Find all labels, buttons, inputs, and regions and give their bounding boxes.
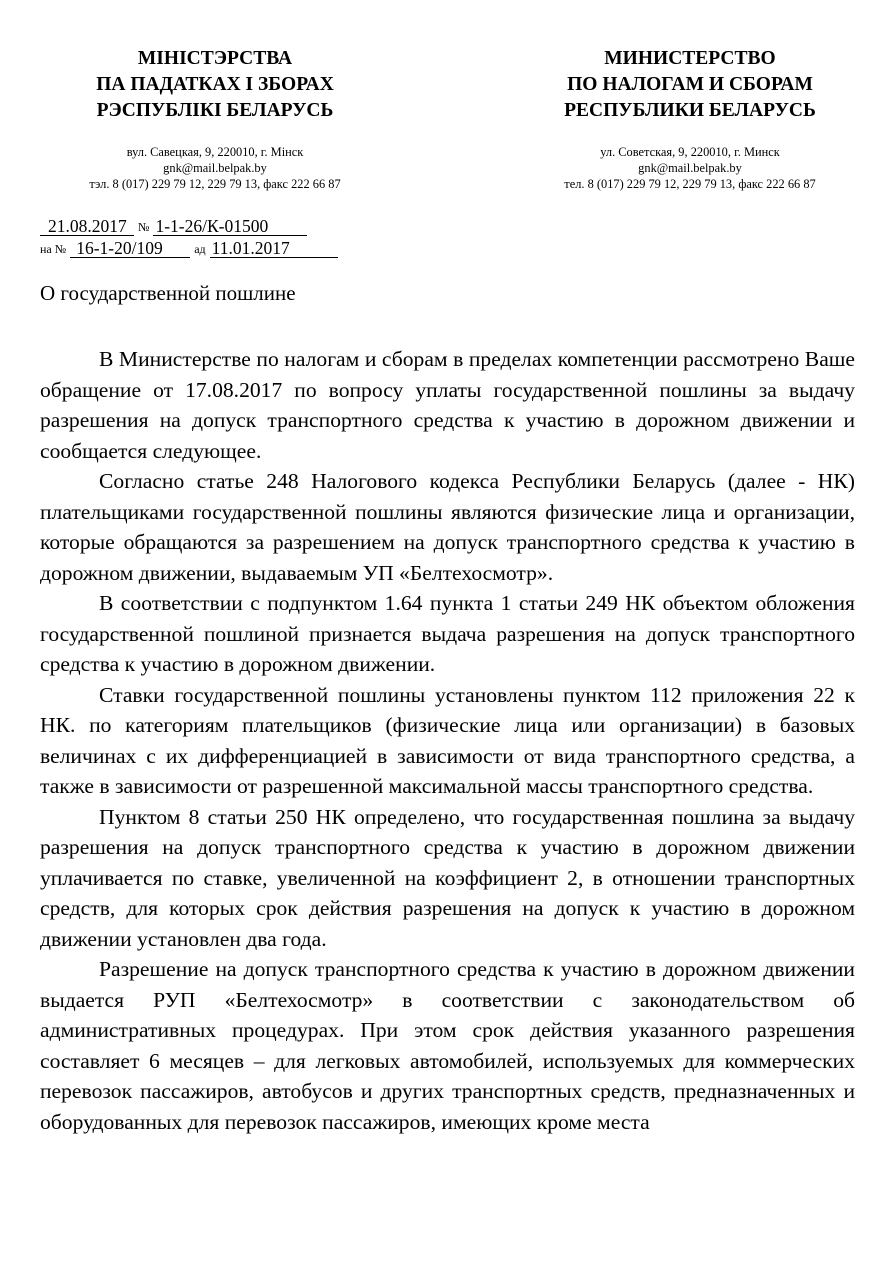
letter-date: 21.08.2017 <box>40 217 134 236</box>
number-label: № <box>138 220 150 234</box>
ministry-name-line: РЭСПУБЛІКІ БЕЛАРУСЬ <box>96 100 334 121</box>
phone-ru: тел. 8 (017) 229 79 12, 229 79 13, факс 222 66 87 <box>564 177 816 191</box>
letterhead <box>0 46 880 196</box>
letterhead-russian <box>505 46 875 192</box>
ministry-name-line: МІНІСТЭРСТВА <box>137 48 293 69</box>
body-paragraph: Разрешение на допуск транспортного средства к участию в дорожном движении выдается РУП «Белтехосмотр» в соответствии с законодательством об административных процедурах. При этом срок действия указанного разрешения составляет 6 месяцев – для легковых автомобилей, используемых для коммерческих перевозок пассажиров, автобусов и других транспортных средств, предназначенных и оборудованных для перевозок пассажиров, имеющих кроме места <box>40 957 855 1134</box>
in-reply-date: 11.01.2017 <box>210 239 338 258</box>
letter-number: 1-1-26/К-01500 <box>153 217 307 236</box>
ministry-name-line: ПО НАЛОГАМ И СБОРАМ <box>567 74 813 95</box>
incoming-reference <box>40 239 440 261</box>
ministry-name-line: МИНИСТЕРСТВО <box>604 48 776 69</box>
body-paragraph: В соответствии с подпунктом 1.64 пункта 1 статьи 249 НК объектом обложения государственной пошлиной признается выдача разрешения на допуск транспортного средства к участию в дорожном движении. <box>40 591 855 676</box>
body-paragraph: Согласно статье 248 Налогового кодекса Республики Беларусь (далее - НК) плательщиками государственной пошлины являются физические лица и организации, которые обращаются за разрешением на допуск транспортного средства к участию в дорожном движении, выдаваемым УП «Белтехосмотр». <box>40 469 855 585</box>
letter-body <box>40 344 855 1137</box>
contacts-ru <box>505 144 875 192</box>
address-ru: ул. Советская, 9, 220010, г. Минск <box>600 145 780 159</box>
letterhead-belarusian <box>40 46 390 192</box>
in-reply-label: на № <box>40 242 67 256</box>
ministry-name-ru <box>505 46 875 124</box>
contacts-by <box>40 144 390 192</box>
in-reply-number: 16-1-20/109 <box>70 239 190 258</box>
reference-block <box>40 217 440 261</box>
ministry-name-by <box>40 46 390 124</box>
letter-subject: О государственной пошлине <box>40 281 296 305</box>
body-paragraph: Пунктом 8 статьи 250 НК определено, что государственная пошлина за выдачу разрешения на допуск транспортного средства к участию в дорожном движении уплачивается по ставке, увеличенной на коэффициент 2, в отношении транспортных средств, для которых срок действия разрешения на допуск к участию в дорожном движении установлен два года. <box>40 804 855 951</box>
phone-by: тэл. 8 (017) 229 79 12, 229 79 13, факс 222 66 87 <box>89 177 341 191</box>
ministry-name-line: ПА ПАДАТКАХ І ЗБОРАХ <box>96 74 334 95</box>
body-paragraph: В Министерстве по налогам и сборам в пределах компетенции рассмотрено Ваше обращение от 17.08.2017 по вопросу уплаты государственной пошлины за выдачу разрешения на допуск транспортного средства к участию в дорожном движении и сообщается следующее. <box>40 347 855 463</box>
outgoing-reference <box>40 217 440 239</box>
from-label: ад <box>194 242 206 256</box>
email-ru: gnk@mail.belpak.by <box>638 161 742 175</box>
body-paragraph: Ставки государственной пошлины установлены пунктом 112 приложения 22 к НК. по категориям плательщиков (физические лица или организации) в базовых величинах с их дифференциацией в зависимости от вида транспортного средства, а также в зависимости от разрешенной максимальной массы транспортного средства. <box>40 682 855 798</box>
email-by: gnk@mail.belpak.by <box>163 161 267 175</box>
address-by: вул. Савецкая, 9, 220010, г. Мінск <box>126 145 304 159</box>
ministry-name-line: РЕСПУБЛИКИ БЕЛАРУСЬ <box>564 100 816 121</box>
